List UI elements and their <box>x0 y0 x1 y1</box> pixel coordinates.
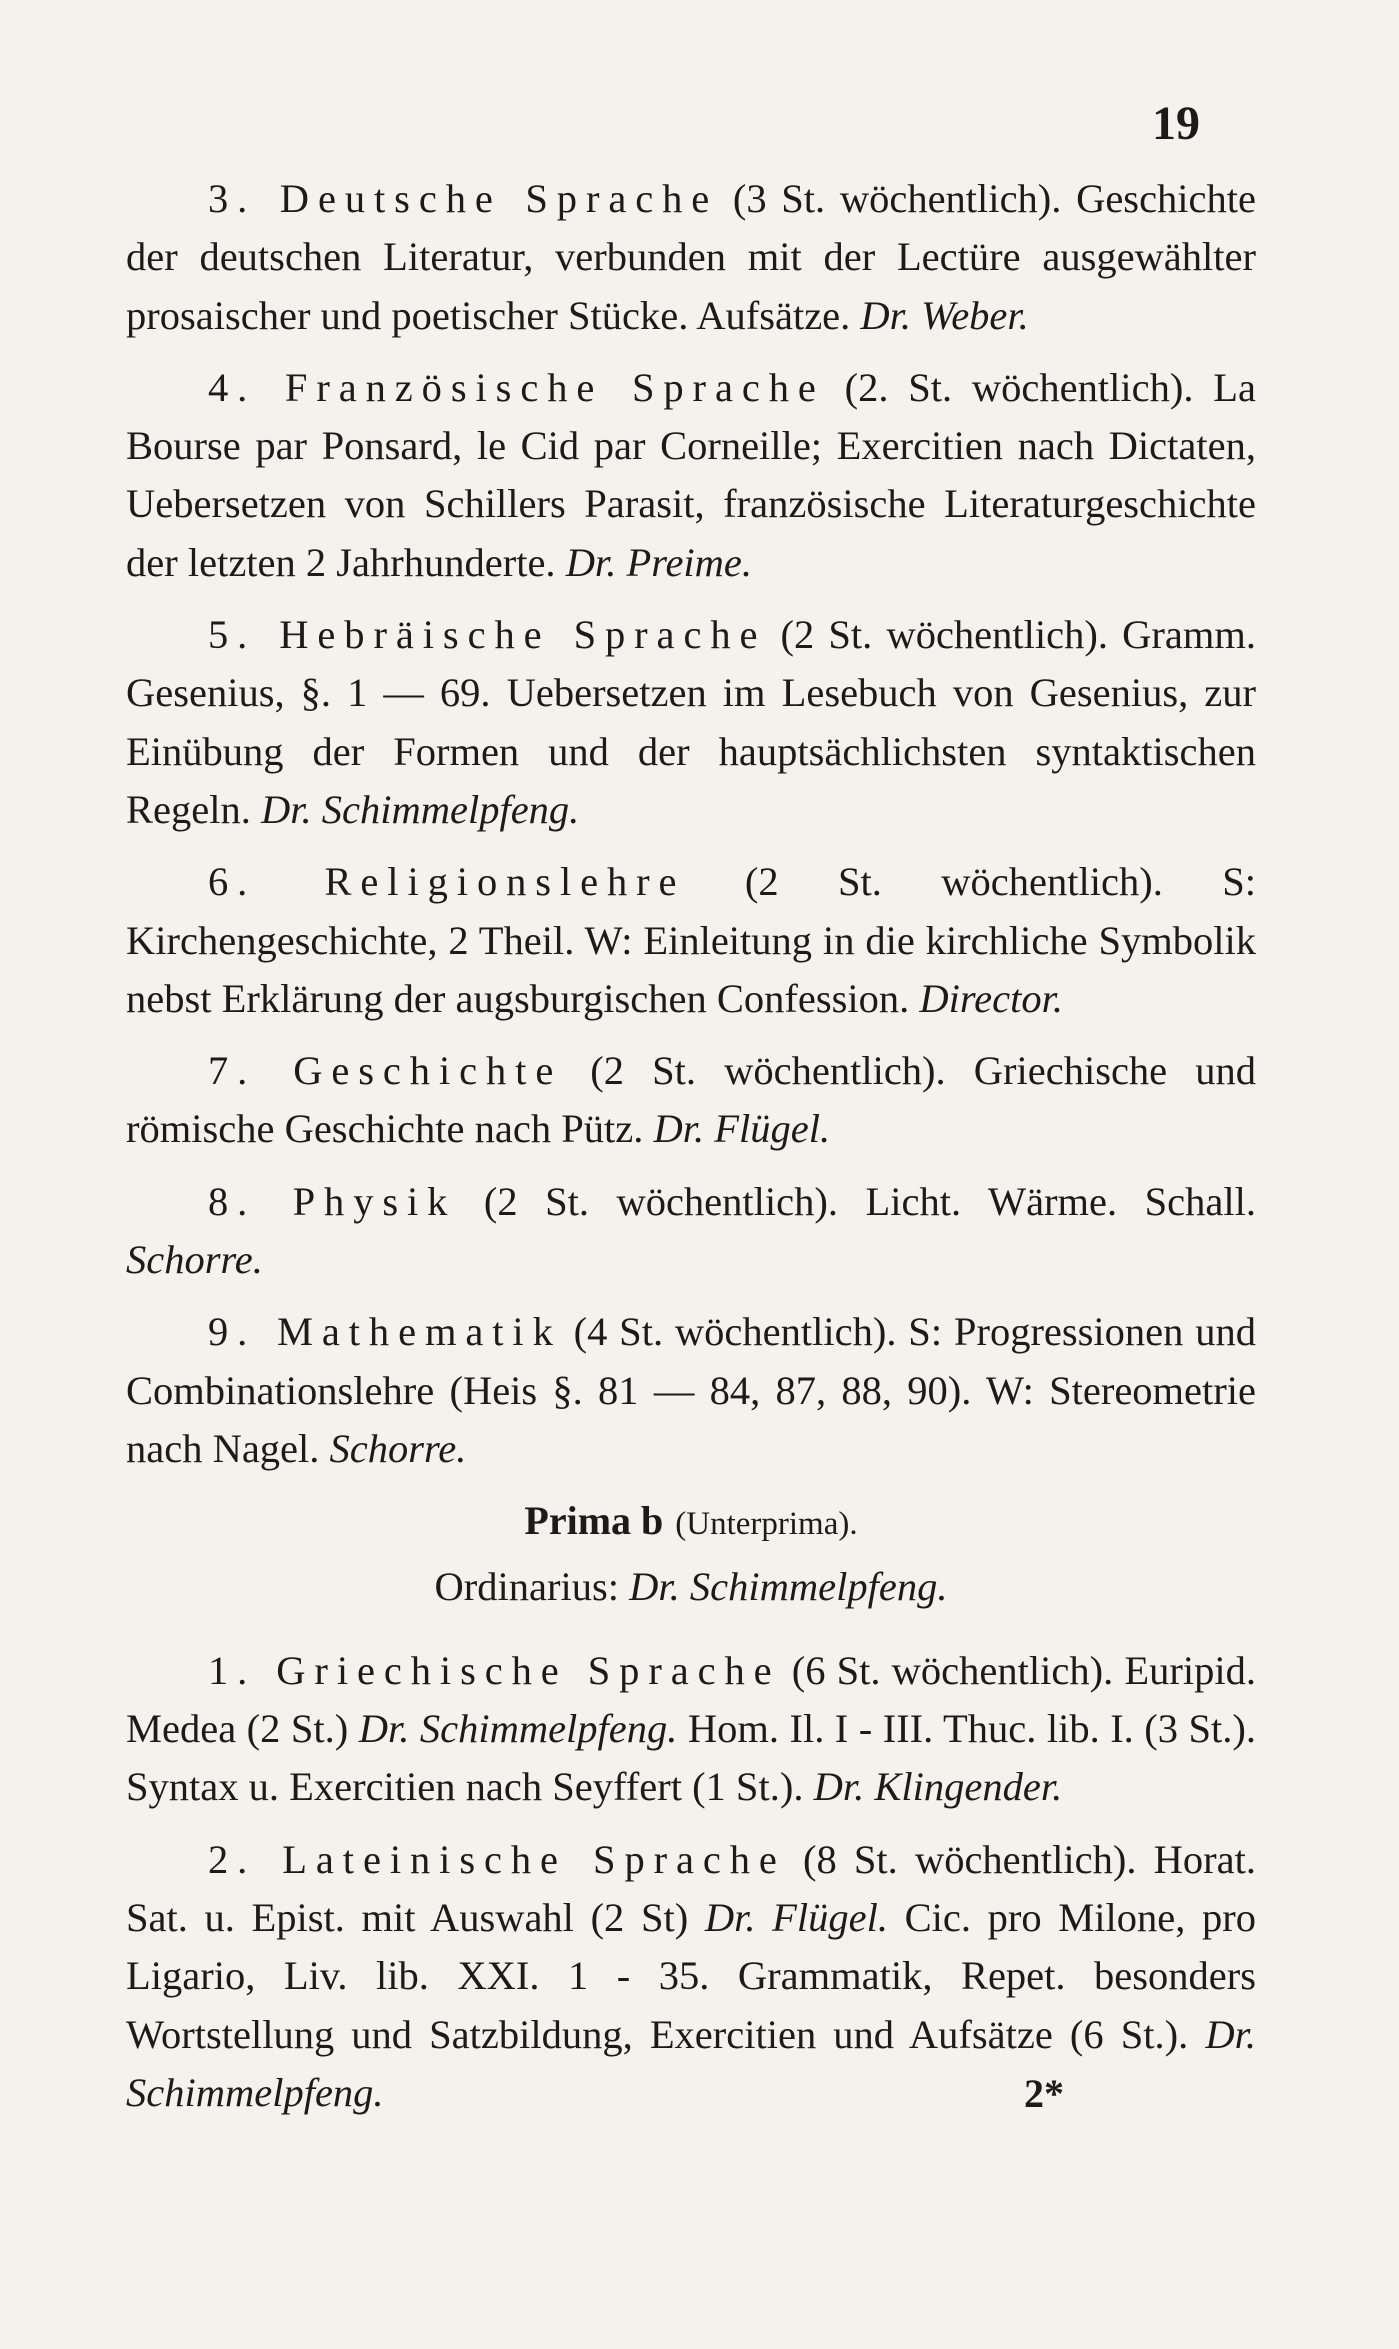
paragraph-geschichte <box>126 1042 1256 1159</box>
paragraph-lateinische-sprache <box>126 1831 1256 2122</box>
subject-heading: 8. Physik <box>208 1178 457 1224</box>
teacher-name: Dr. Schimmelpfeng. <box>126 2011 1256 2115</box>
body-text <box>126 170 1256 2136</box>
teacher-name: Dr. Flügel. <box>653 1106 831 1152</box>
section-title <box>126 1492 1256 1553</box>
teacher-name: Dr. Flügel. <box>704 1895 888 1941</box>
teacher-name: Dr. Klingender. <box>813 1764 1063 1810</box>
teacher-name: Dr. Schimmelpfeng. <box>358 1706 678 1752</box>
paragraph-franzoesische-sprache <box>126 359 1256 592</box>
teacher-name: Dr. Schimmelpfeng. <box>260 786 580 832</box>
ordinarius-name: Dr. Schimmelpfeng. <box>629 1563 948 1609</box>
paragraph-body-continued: Cic. pro Milone, pro Ligario, Liv. lib. XXI. 1 - 35. Grammatik, Repet. besonders Wortstellung und Satzbildung, Exercitien und Aufsätze (6 St.). <box>126 1895 1257 2057</box>
subject-heading: 4. Französische Sprache <box>208 364 825 410</box>
subject-heading: 6. Religionslehre <box>208 859 686 905</box>
teacher-name: Director. <box>919 975 1063 1021</box>
section-title-text: Prima b <box>524 1498 664 1544</box>
teacher-name: Dr. Weber. <box>860 292 1029 338</box>
paragraph-body: (6 St. wöchentlich). Euripid. Medea (2 St.) <box>126 1647 1256 1752</box>
paragraph-body: (2 St. wöchentlich). S: Kirchengeschichte, 2 Theil. W: Einleitung in die kirchliche Symbolik nebst Erklärung der augsburgischen Confession. <box>126 859 1256 1021</box>
subject-heading: 1. Griechische Sprache <box>208 1647 781 1693</box>
signature-mark: 2* <box>1024 2071 1064 2116</box>
paragraph-mathematik <box>126 1303 1256 1478</box>
paragraph-body: (2 St. wöchentlich). Licht. Wärme. Schall. <box>456 1178 1256 1224</box>
page-number: 19 <box>1152 97 1200 150</box>
ordinarius-line <box>126 1558 1256 1616</box>
subject-heading: 7. Geschichte <box>208 1048 563 1094</box>
paragraph-body: (2. St. wöchentlich). La Bourse par Ponsard, le Cid par Corneille; Exercitien nach Dictaten, Uebersetzen von Schillers Parasit, französische Literaturgeschichte der letzten 2 Jahrhunderte. <box>126 364 1256 585</box>
teacher-name: Schorre. <box>126 1237 263 1283</box>
paragraph-body: (4 St. wöchentlich). S: Progressionen und Combinationslehre (Heis §. 81 — 84, 87, 88, 90). W: Stereometrie nach Nagel. <box>126 1309 1256 1471</box>
paragraph-griechische-sprache <box>126 1642 1256 1817</box>
teacher-name: Schorre. <box>329 1425 467 1471</box>
paragraph-body: (2 St. wöchentlich). Gramm. Gesenius, §. 1 — 69. Uebersetzen im Lesebuch von Gesenius, zur Einübung der Formen und der hauptsächlichsten syntaktischen Regeln. <box>126 612 1256 832</box>
section-subtitle: (Unterprima). <box>675 1506 858 1543</box>
paragraph-deutsche-sprache <box>126 170 1256 345</box>
paragraph-body-continued: Hom. Il. I - III. Thuc. lib. I. (3 St.). Syntax u. Exercitien nach Seyffert (1 St.). <box>126 1706 1256 1810</box>
teacher-name: Dr. Preime. <box>565 539 753 585</box>
paragraph-hebraeische-sprache <box>126 606 1256 839</box>
paragraph-body: (8 St. wöchentlich). Horat. Sat. u. Epist. mit Auswahl (2 St) <box>126 1836 1256 1941</box>
paragraph-body: (2 St. wöchentlich). Griechische und römische Geschichte nach Pütz. <box>126 1048 1256 1152</box>
paragraph-religionslehre <box>126 853 1256 1028</box>
ordinarius-label: Ordinarius: <box>434 1563 630 1609</box>
paragraph-physik <box>126 1173 1256 1290</box>
paragraph-body: (3 St. wöchentlich). Geschichte der deutschen Literatur, verbunden mit der Lectüre ausgewählter prosaischer und poetischer Stücke. Aufsätze. <box>126 176 1256 338</box>
subject-heading: 5. Hebräische Sprache <box>208 612 767 658</box>
subject-heading: 9. Mathematik <box>208 1309 562 1355</box>
subject-heading: 2. Lateinische Sprache <box>208 1836 786 1882</box>
subject-heading: 3. Deutsche Sprache <box>208 176 719 221</box>
